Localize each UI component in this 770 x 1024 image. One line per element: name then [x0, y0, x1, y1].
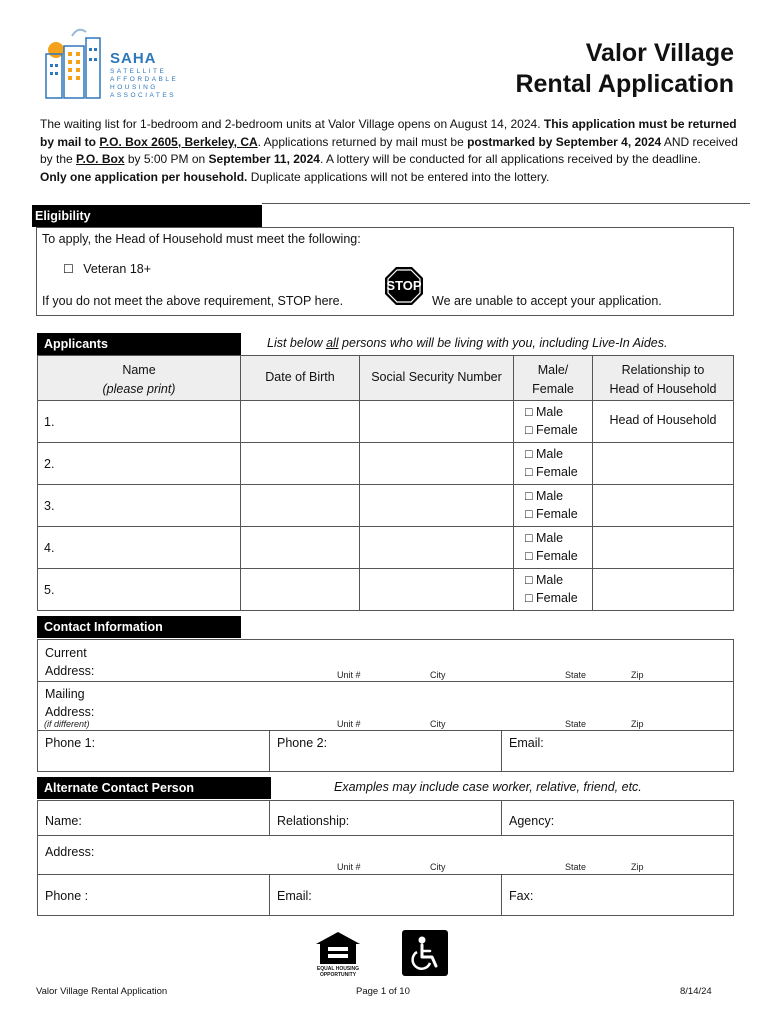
applicant-relationship-field[interactable]: [592, 526, 734, 569]
field-label: Address:: [45, 705, 95, 719]
veteran-checkbox[interactable]: [63, 262, 151, 276]
female-checkbox[interactable]: □ Female: [525, 465, 578, 479]
alt-name-field[interactable]: [37, 800, 270, 836]
current-address-field[interactable]: [37, 639, 734, 682]
row-number: 1.: [44, 415, 55, 429]
unable-text: We are unable to accept your application.: [432, 294, 662, 308]
zip-label: Zip: [631, 719, 644, 729]
if-different-label: (if different): [44, 719, 90, 729]
state-label: State: [565, 862, 587, 872]
phone-2-field[interactable]: [269, 730, 502, 772]
applicant-sex-field: [513, 568, 593, 611]
phone-1-field[interactable]: [37, 730, 270, 772]
col-header-text: Relationship to: [621, 363, 705, 377]
equal-housing-logo: [312, 930, 364, 978]
equal-housing-icon: [312, 930, 364, 966]
applicants-note-text: persons who will be living with you, including Live-In Aides.: [338, 336, 668, 350]
female-checkbox[interactable]: □ Female: [525, 591, 578, 605]
col-header-name: [37, 355, 241, 401]
field-label: Name:: [45, 814, 82, 828]
city-label: City: [430, 670, 446, 680]
intro-text-run: . A lottery will be conducted for all applications received by the deadline.: [319, 152, 701, 167]
eligibility-box: [36, 227, 734, 316]
applicant-dob-field[interactable]: [240, 568, 360, 611]
field-label: Email:: [277, 889, 312, 903]
male-checkbox[interactable]: □ Male: [525, 447, 564, 461]
applicants-header: Applicants: [37, 333, 241, 355]
applicant-name-field[interactable]: [37, 484, 241, 527]
footer-left: Valor Village Rental Application: [36, 986, 168, 997]
intro-paragraph-2: [40, 169, 746, 187]
intro-text-run: P.O. Box: [76, 152, 125, 167]
applicant-name-field[interactable]: [37, 568, 241, 611]
applicants-note: [267, 336, 667, 350]
applicant-sex-field: [513, 484, 593, 527]
field-label: Phone 2:: [277, 736, 328, 750]
unit-label: Unit #: [337, 719, 361, 729]
col-header-text: (please print): [102, 382, 176, 396]
zip-label: Zip: [631, 670, 644, 680]
applicant-dob-field[interactable]: [240, 526, 360, 569]
applicant-sex-field: [513, 442, 593, 485]
field-label: Fax:: [509, 889, 534, 903]
eligibility-rule: [262, 203, 750, 204]
stop-sign-label: STOP: [386, 278, 422, 293]
intro-text-run: P.O. Box 2605, Berkeley, CA: [99, 134, 258, 149]
male-checkbox[interactable]: □ Male: [525, 405, 564, 419]
logo-brand: SAHA: [110, 50, 157, 67]
alternate-contact-table: [37, 800, 734, 916]
mailing-address-field[interactable]: [37, 681, 734, 731]
alt-email-field[interactable]: [269, 874, 502, 916]
applicants-table: [37, 355, 734, 608]
unit-label: Unit #: [337, 670, 361, 680]
field-label: Phone :: [45, 889, 89, 903]
title-line-1: Valor Village: [585, 39, 734, 67]
intro-text-run: by 5:00 PM on: [124, 152, 209, 167]
applicant-sex-field: [513, 400, 593, 443]
applicant-ssn-field[interactable]: [359, 526, 514, 569]
applicant-ssn-field[interactable]: [359, 484, 514, 527]
applicant-ssn-field[interactable]: [359, 568, 514, 611]
field-label: Address:: [45, 845, 95, 859]
head-of-household-label: Head of Household: [609, 413, 717, 427]
state-label: State: [565, 719, 587, 729]
field-label: Relationship:: [277, 814, 350, 828]
female-checkbox[interactable]: □ Female: [525, 549, 578, 563]
col-header-text: Head of Household: [609, 382, 717, 396]
wheelchair-icon: [402, 930, 448, 976]
state-label: State: [565, 670, 587, 680]
logo-line: HOUSING: [110, 84, 158, 91]
field-label: Phone 1:: [45, 736, 96, 750]
applicant-dob-field[interactable]: [240, 442, 360, 485]
female-checkbox[interactable]: □ Female: [525, 423, 578, 437]
city-label: City: [430, 719, 446, 729]
col-header-text: Female: [532, 382, 574, 396]
intro-text-run: September 11, 2024: [208, 152, 320, 167]
applicant-relationship-field[interactable]: [592, 442, 734, 485]
alt-address-field[interactable]: [37, 835, 734, 875]
alt-phone-field[interactable]: [37, 874, 270, 916]
intro-text-run: Only one application per household.: [40, 169, 248, 184]
row-number: 3.: [44, 499, 55, 513]
applicant-ssn-field[interactable]: [359, 442, 514, 485]
applicant-name-field[interactable]: [37, 400, 241, 443]
logo-line: ASSOCIATES: [110, 92, 177, 99]
eligibility-text: To apply, the Head of Household must meet the following:: [42, 232, 361, 246]
veteran-label: Veteran 18+: [83, 262, 152, 276]
eligibility-header: Eligibility: [32, 205, 262, 227]
stop-sign-icon: [384, 266, 424, 306]
intro-text-run: The waiting list for 1-bedroom and 2-bedroom units at Valor Village opens on August 14, 2024.: [40, 117, 544, 131]
intro-text-run: postmarked by September 4, 2024: [467, 134, 662, 149]
col-header-dob: Date of Birth: [240, 355, 360, 401]
applicant-name-field[interactable]: [37, 442, 241, 485]
alternate-contact-header: Alternate Contact Person: [37, 777, 271, 799]
logo-line: SATELLITE: [110, 68, 167, 75]
col-header-text: Male/: [537, 363, 569, 377]
alt-fax-field[interactable]: [501, 874, 734, 916]
intro-text: [40, 116, 746, 186]
col-header-sex: [513, 355, 593, 401]
col-header-relationship: [592, 355, 734, 401]
zip-label: Zip: [631, 862, 644, 872]
alt-relationship-field[interactable]: [269, 800, 502, 836]
applicant-name-field[interactable]: [37, 526, 241, 569]
building-logo-icon: [42, 24, 106, 102]
checkbox-icon: ☐: [63, 262, 74, 276]
intro-text-run: . Applications returned by mail must be: [257, 134, 468, 149]
applicant-dob-field[interactable]: [240, 400, 360, 443]
applicant-relationship-field[interactable]: [592, 484, 734, 527]
field-label: Address:: [45, 664, 95, 678]
female-checkbox[interactable]: □ Female: [525, 507, 578, 521]
applicant-relationship-field[interactable]: [592, 568, 734, 611]
logo-text: EQUAL HOUSING: [316, 966, 360, 972]
contact-header: Contact Information: [37, 616, 241, 638]
male-checkbox[interactable]: □ Male: [525, 573, 564, 587]
col-header-text: Name: [122, 363, 156, 377]
applicant-dob-field[interactable]: [240, 484, 360, 527]
field-label: Email:: [509, 736, 544, 750]
applicants-note-text: all: [326, 336, 339, 350]
intro-text-run: This application must be returned by mail to: [40, 117, 737, 149]
contact-table: [37, 639, 734, 772]
intro-paragraph-1: [40, 116, 746, 169]
intro-text-run: AND received by the: [40, 134, 738, 167]
field-label: Current: [45, 646, 87, 660]
male-checkbox[interactable]: □ Male: [525, 531, 564, 545]
applicant-relationship-field: [592, 400, 734, 443]
stop-text: If you do not meet the above requirement, STOP here.: [42, 294, 344, 308]
footer-date: 8/14/24: [680, 986, 712, 997]
title-line-2: Rental Application: [515, 70, 734, 98]
male-checkbox[interactable]: □ Male: [525, 489, 564, 503]
logo-text: OPPORTUNITY: [319, 972, 357, 978]
unit-label: Unit #: [337, 862, 361, 872]
row-number: 2.: [44, 457, 55, 471]
alt-agency-field[interactable]: [501, 800, 734, 836]
alternate-contact-note: Examples may include case worker, relative, friend, etc.: [334, 780, 642, 794]
applicants-note-text: List below: [267, 336, 327, 350]
field-label: Agency:: [509, 814, 555, 828]
saha-logo: [42, 24, 179, 102]
footer-page-number: Page 1 of 10: [356, 986, 410, 997]
applicant-ssn-field[interactable]: [359, 400, 514, 443]
field-label: Mailing: [45, 687, 85, 701]
col-header-ssn: Social Security Number: [359, 355, 514, 401]
intro-text-run: Duplicate applications will not be entered into the lottery.: [247, 169, 550, 184]
page-title: [515, 38, 734, 100]
logo-line: AFFORDABLE: [110, 76, 179, 83]
row-number: 5.: [44, 583, 55, 597]
email-field[interactable]: [501, 730, 734, 772]
city-label: City: [430, 862, 446, 872]
row-number: 4.: [44, 541, 55, 555]
applicant-sex-field: [513, 526, 593, 569]
